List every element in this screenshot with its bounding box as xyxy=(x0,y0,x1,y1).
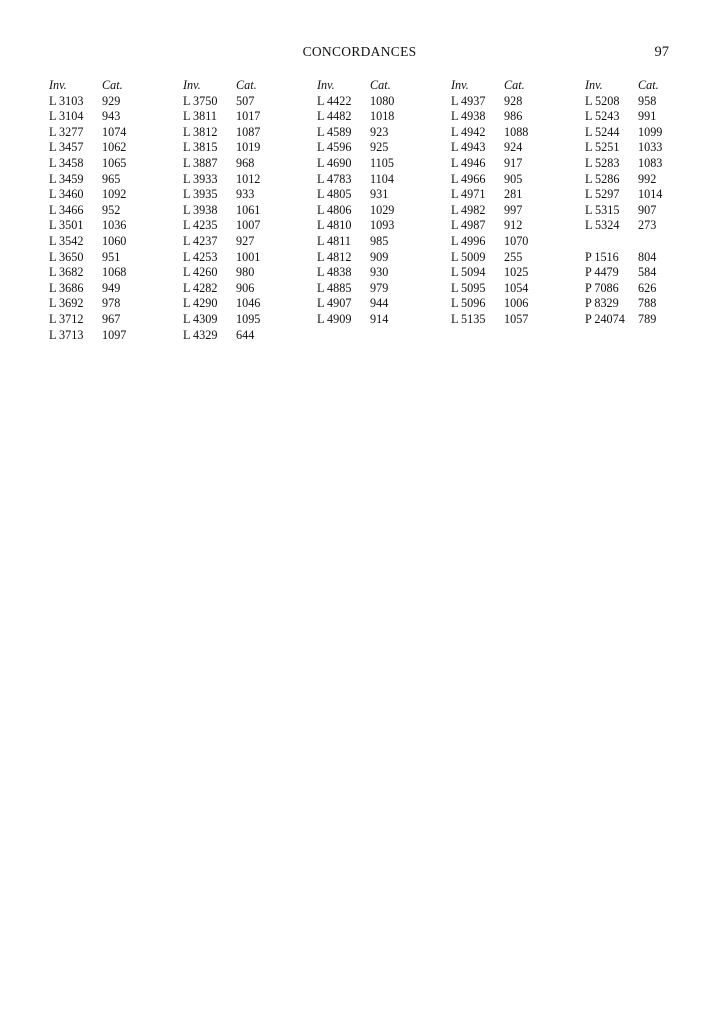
inventory-number: L 4235 xyxy=(183,218,218,233)
catalogue-number: 507 xyxy=(236,93,255,108)
catalogue-number: 985 xyxy=(370,233,389,248)
catalogue-number: 1074 xyxy=(102,124,127,139)
concordance-column xyxy=(317,78,437,328)
inventory-number: P 24074 xyxy=(585,311,625,326)
table-row xyxy=(49,140,169,156)
table-row xyxy=(585,265,705,281)
inventory-number: L 4422 xyxy=(317,93,352,108)
table-row xyxy=(183,281,303,297)
inventory-number: L 3459 xyxy=(49,171,84,186)
table-row xyxy=(317,250,437,266)
table-row xyxy=(317,109,437,125)
catalogue-number: 1036 xyxy=(102,218,127,233)
inventory-number: L 5315 xyxy=(585,202,620,217)
cat-header: Cat. xyxy=(504,78,525,92)
catalogue-number xyxy=(638,234,705,250)
table-row xyxy=(183,140,303,156)
column-header-row xyxy=(585,78,705,94)
table-row xyxy=(451,265,571,281)
table-row xyxy=(451,203,571,219)
table-row xyxy=(183,156,303,172)
catalogue-number: 949 xyxy=(102,280,121,295)
table-row xyxy=(585,281,705,297)
inventory-number: L 5251 xyxy=(585,140,620,155)
catalogue-number: 907 xyxy=(638,202,657,217)
catalogue-number: 1061 xyxy=(236,202,261,217)
catalogue-number: 1046 xyxy=(236,296,261,311)
inventory-number: L 3650 xyxy=(49,249,84,264)
table-row xyxy=(585,203,705,219)
inventory-number: L 3887 xyxy=(183,155,218,170)
concordance-column xyxy=(451,78,571,328)
table-row xyxy=(585,312,705,328)
inventory-number: L 3938 xyxy=(183,202,218,217)
table-row xyxy=(183,218,303,234)
inventory-number: L 5243 xyxy=(585,109,620,124)
inventory-number: L 4812 xyxy=(317,249,352,264)
table-row xyxy=(49,265,169,281)
table-row xyxy=(451,125,571,141)
inventory-number: L 3458 xyxy=(49,155,84,170)
catalogue-number: 943 xyxy=(102,109,121,124)
table-row xyxy=(183,265,303,281)
table-row xyxy=(451,234,571,250)
table-row xyxy=(451,218,571,234)
inventory-number: L 4309 xyxy=(183,311,218,326)
inventory-number: L 4810 xyxy=(317,218,352,233)
catalogue-number: 917 xyxy=(504,155,523,170)
inv-header: Inv. xyxy=(49,78,67,92)
table-row xyxy=(49,94,169,110)
table-row xyxy=(317,312,437,328)
catalogue-number: 1083 xyxy=(638,155,663,170)
catalogue-number: 1025 xyxy=(504,265,529,280)
catalogue-number: 924 xyxy=(504,140,523,155)
inventory-number: L 5286 xyxy=(585,171,620,186)
inv-header: Inv. xyxy=(317,78,335,92)
table-row xyxy=(183,296,303,312)
table-row xyxy=(317,234,437,250)
inventory-number: L 3815 xyxy=(183,140,218,155)
inventory-number: L 3712 xyxy=(49,311,84,326)
catalogue-number: 1093 xyxy=(370,218,395,233)
catalogue-number: 1062 xyxy=(102,140,127,155)
inventory-number: L 4966 xyxy=(451,171,486,186)
catalogue-number: 1029 xyxy=(370,202,395,217)
table-row xyxy=(49,156,169,172)
table-row xyxy=(49,281,169,297)
catalogue-number: 906 xyxy=(236,280,255,295)
catalogue-number: 933 xyxy=(236,187,255,202)
catalogue-number: 979 xyxy=(370,280,389,295)
catalogue-number: 789 xyxy=(638,311,657,326)
table-row xyxy=(49,296,169,312)
inventory-number: L 5135 xyxy=(451,311,486,326)
table-row xyxy=(317,125,437,141)
inventory-number: L 3104 xyxy=(49,109,84,124)
table-row xyxy=(585,172,705,188)
concordance-column xyxy=(49,78,169,343)
catalogue-number: 909 xyxy=(370,249,389,264)
inventory-number: L 4907 xyxy=(317,296,352,311)
table-row xyxy=(183,109,303,125)
inventory-number: L 3692 xyxy=(49,296,84,311)
catalogue-number: 1080 xyxy=(370,93,395,108)
table-row xyxy=(317,156,437,172)
catalogue-number: 1105 xyxy=(370,155,394,170)
inventory-number: L 4943 xyxy=(451,140,486,155)
catalogue-number: 1019 xyxy=(236,140,261,155)
table-row xyxy=(183,234,303,250)
table-row xyxy=(317,296,437,312)
table-row xyxy=(183,250,303,266)
running-head xyxy=(0,44,719,64)
catalogue-number: 1068 xyxy=(102,265,127,280)
table-row xyxy=(585,109,705,125)
inventory-number: L 4282 xyxy=(183,280,218,295)
catalogue-number: 1087 xyxy=(236,124,261,139)
catalogue-number: 992 xyxy=(638,171,657,186)
table-row xyxy=(49,218,169,234)
inventory-number: L 4838 xyxy=(317,265,352,280)
catalogue-number: 1092 xyxy=(102,187,127,202)
table-row xyxy=(451,156,571,172)
inventory-number: L 4987 xyxy=(451,218,486,233)
inventory-number: L 3935 xyxy=(183,187,218,202)
table-row xyxy=(49,109,169,125)
catalogue-number: 1097 xyxy=(102,327,127,342)
inventory-number: L 4942 xyxy=(451,124,486,139)
inventory-number xyxy=(585,234,638,250)
table-row xyxy=(585,140,705,156)
catalogue-number: 1012 xyxy=(236,171,261,186)
inventory-number: L 3750 xyxy=(183,93,218,108)
inventory-number: L 4885 xyxy=(317,280,352,295)
table-row xyxy=(585,218,705,234)
catalogue-number: 255 xyxy=(504,249,523,264)
inventory-number: L 4690 xyxy=(317,155,352,170)
catalogue-number: 788 xyxy=(638,296,657,311)
inventory-number: L 4811 xyxy=(317,233,351,248)
inventory-number: L 4946 xyxy=(451,155,486,170)
catalogue-number: 1095 xyxy=(236,311,261,326)
inventory-number: L 4909 xyxy=(317,311,352,326)
catalogue-number: 626 xyxy=(638,280,657,295)
catalogue-number: 929 xyxy=(102,93,121,108)
catalogue-number: 1088 xyxy=(504,124,529,139)
catalogue-number: 1018 xyxy=(370,109,395,124)
catalogue-number: 1033 xyxy=(638,140,663,155)
table-row xyxy=(451,312,571,328)
inventory-number: L 3713 xyxy=(49,327,84,342)
table-row xyxy=(451,281,571,297)
table-row xyxy=(183,203,303,219)
table-row xyxy=(317,140,437,156)
catalogue-number: 986 xyxy=(504,109,523,124)
table-row xyxy=(49,250,169,266)
inventory-number: L 4982 xyxy=(451,202,486,217)
inventory-number: L 3542 xyxy=(49,233,84,248)
table-row xyxy=(183,328,303,344)
table-row xyxy=(451,140,571,156)
catalogue-number: 281 xyxy=(504,187,523,202)
inventory-number: P 4479 xyxy=(585,265,619,280)
catalogue-number: 1001 xyxy=(236,249,261,264)
inventory-number: L 3933 xyxy=(183,171,218,186)
inventory-number: L 4253 xyxy=(183,249,218,264)
table-row xyxy=(451,94,571,110)
inventory-number: L 5096 xyxy=(451,296,486,311)
catalogue-number: 1057 xyxy=(504,311,529,326)
catalogue-number: 1007 xyxy=(236,218,261,233)
catalogue-number: 1014 xyxy=(638,187,663,202)
inventory-number: P 7086 xyxy=(585,280,619,295)
catalogue-number: 1006 xyxy=(504,296,529,311)
table-row xyxy=(317,94,437,110)
catalogue-number: 923 xyxy=(370,124,389,139)
inventory-number: L 5094 xyxy=(451,265,486,280)
table-row xyxy=(317,187,437,203)
catalogue-number: 931 xyxy=(370,187,389,202)
table-row xyxy=(317,172,437,188)
catalogue-number: 968 xyxy=(236,155,255,170)
inventory-number: L 4971 xyxy=(451,187,486,202)
table-row xyxy=(317,281,437,297)
inventory-number: L 4805 xyxy=(317,187,352,202)
table-row xyxy=(317,265,437,281)
catalogue-number: 644 xyxy=(236,327,255,342)
catalogue-number: 928 xyxy=(504,93,523,108)
page-number: 97 xyxy=(654,44,669,60)
page-title: CONCORDANCES xyxy=(302,44,417,59)
inventory-number: L 3277 xyxy=(49,124,84,139)
inventory-number: P 8329 xyxy=(585,296,619,311)
catalogue-number: 930 xyxy=(370,265,389,280)
table-row xyxy=(451,296,571,312)
table-row xyxy=(49,203,169,219)
catalogue-number: 584 xyxy=(638,265,657,280)
catalogue-number: 927 xyxy=(236,233,255,248)
column-header-row xyxy=(183,78,303,94)
catalogue-number: 991 xyxy=(638,109,657,124)
inventory-number: L 4806 xyxy=(317,202,352,217)
inventory-number: L 4996 xyxy=(451,233,486,248)
catalogue-number: 967 xyxy=(102,311,121,326)
concordance-column xyxy=(183,78,303,343)
inv-header: Inv. xyxy=(585,78,603,92)
catalogue-number: 978 xyxy=(102,296,121,311)
inventory-number: L 5009 xyxy=(451,249,486,264)
table-row xyxy=(451,250,571,266)
catalogue-number: 980 xyxy=(236,265,255,280)
catalogue-number: 1017 xyxy=(236,109,261,124)
inv-header: Inv. xyxy=(183,78,201,92)
inventory-number: L 5208 xyxy=(585,93,620,108)
inventory-number: P 1516 xyxy=(585,249,619,264)
inventory-number: L 5244 xyxy=(585,124,620,139)
inventory-number: L 4596 xyxy=(317,140,352,155)
catalogue-number: 1054 xyxy=(504,280,529,295)
column-header-row xyxy=(317,78,437,94)
table-row xyxy=(451,187,571,203)
inventory-number: L 3103 xyxy=(49,93,84,108)
catalogue-number: 925 xyxy=(370,140,389,155)
concordance-column xyxy=(585,78,705,328)
table-row xyxy=(585,156,705,172)
table-row xyxy=(585,94,705,110)
column-header-row xyxy=(451,78,571,94)
inventory-number: L 3460 xyxy=(49,187,84,202)
catalogue-number: 1060 xyxy=(102,233,127,248)
column-header-row xyxy=(49,78,169,94)
row-gap xyxy=(585,234,705,250)
inventory-number: L 4329 xyxy=(183,327,218,342)
catalogue-number: 804 xyxy=(638,249,657,264)
inventory-number: L 4260 xyxy=(183,265,218,280)
cat-header: Cat. xyxy=(370,78,391,92)
catalogue-number: 958 xyxy=(638,93,657,108)
catalogue-number: 1070 xyxy=(504,233,529,248)
inventory-number: L 3812 xyxy=(183,124,218,139)
inventory-number: L 3457 xyxy=(49,140,84,155)
catalogue-number: 965 xyxy=(102,171,121,186)
table-row xyxy=(183,125,303,141)
table-row xyxy=(451,109,571,125)
catalogue-number: 1065 xyxy=(102,155,127,170)
catalogue-number: 952 xyxy=(102,202,121,217)
inventory-number: L 5283 xyxy=(585,155,620,170)
catalogue-number: 1099 xyxy=(638,124,663,139)
table-row xyxy=(451,172,571,188)
inventory-number: L 3682 xyxy=(49,265,84,280)
catalogue-number: 273 xyxy=(638,218,657,233)
table-row xyxy=(317,203,437,219)
catalogue-number: 997 xyxy=(504,202,523,217)
table-row xyxy=(49,125,169,141)
inv-header: Inv. xyxy=(451,78,469,92)
table-row xyxy=(49,312,169,328)
table-row xyxy=(585,296,705,312)
inventory-number: L 3686 xyxy=(49,280,84,295)
catalogue-number: 944 xyxy=(370,296,389,311)
inventory-number: L 4937 xyxy=(451,93,486,108)
table-row xyxy=(49,187,169,203)
inventory-number: L 4237 xyxy=(183,233,218,248)
inventory-number: L 4290 xyxy=(183,296,218,311)
table-row xyxy=(183,94,303,110)
catalogue-number: 912 xyxy=(504,218,523,233)
table-row xyxy=(183,312,303,328)
table-row xyxy=(49,172,169,188)
cat-header: Cat. xyxy=(236,78,257,92)
inventory-number: L 5324 xyxy=(585,218,620,233)
inventory-number: L 4783 xyxy=(317,171,352,186)
table-row xyxy=(585,125,705,141)
inventory-number: L 4938 xyxy=(451,109,486,124)
table-row xyxy=(183,187,303,203)
table-row xyxy=(317,218,437,234)
table-row xyxy=(585,187,705,203)
inventory-number: L 3466 xyxy=(49,202,84,217)
inventory-number: L 4589 xyxy=(317,124,352,139)
cat-header: Cat. xyxy=(102,78,123,92)
table-row xyxy=(49,234,169,250)
inventory-number: L 5095 xyxy=(451,280,486,295)
table-row xyxy=(585,250,705,266)
catalogue-number: 914 xyxy=(370,311,389,326)
catalogue-number: 905 xyxy=(504,171,523,186)
table-row xyxy=(49,328,169,344)
cat-header: Cat. xyxy=(638,78,659,92)
inventory-number: L 5297 xyxy=(585,187,620,202)
inventory-number: L 3501 xyxy=(49,218,84,233)
catalogue-number: 1104 xyxy=(370,171,394,186)
inventory-number: L 3811 xyxy=(183,109,217,124)
table-row xyxy=(183,172,303,188)
inventory-number: L 4482 xyxy=(317,109,352,124)
catalogue-number: 951 xyxy=(102,249,121,264)
